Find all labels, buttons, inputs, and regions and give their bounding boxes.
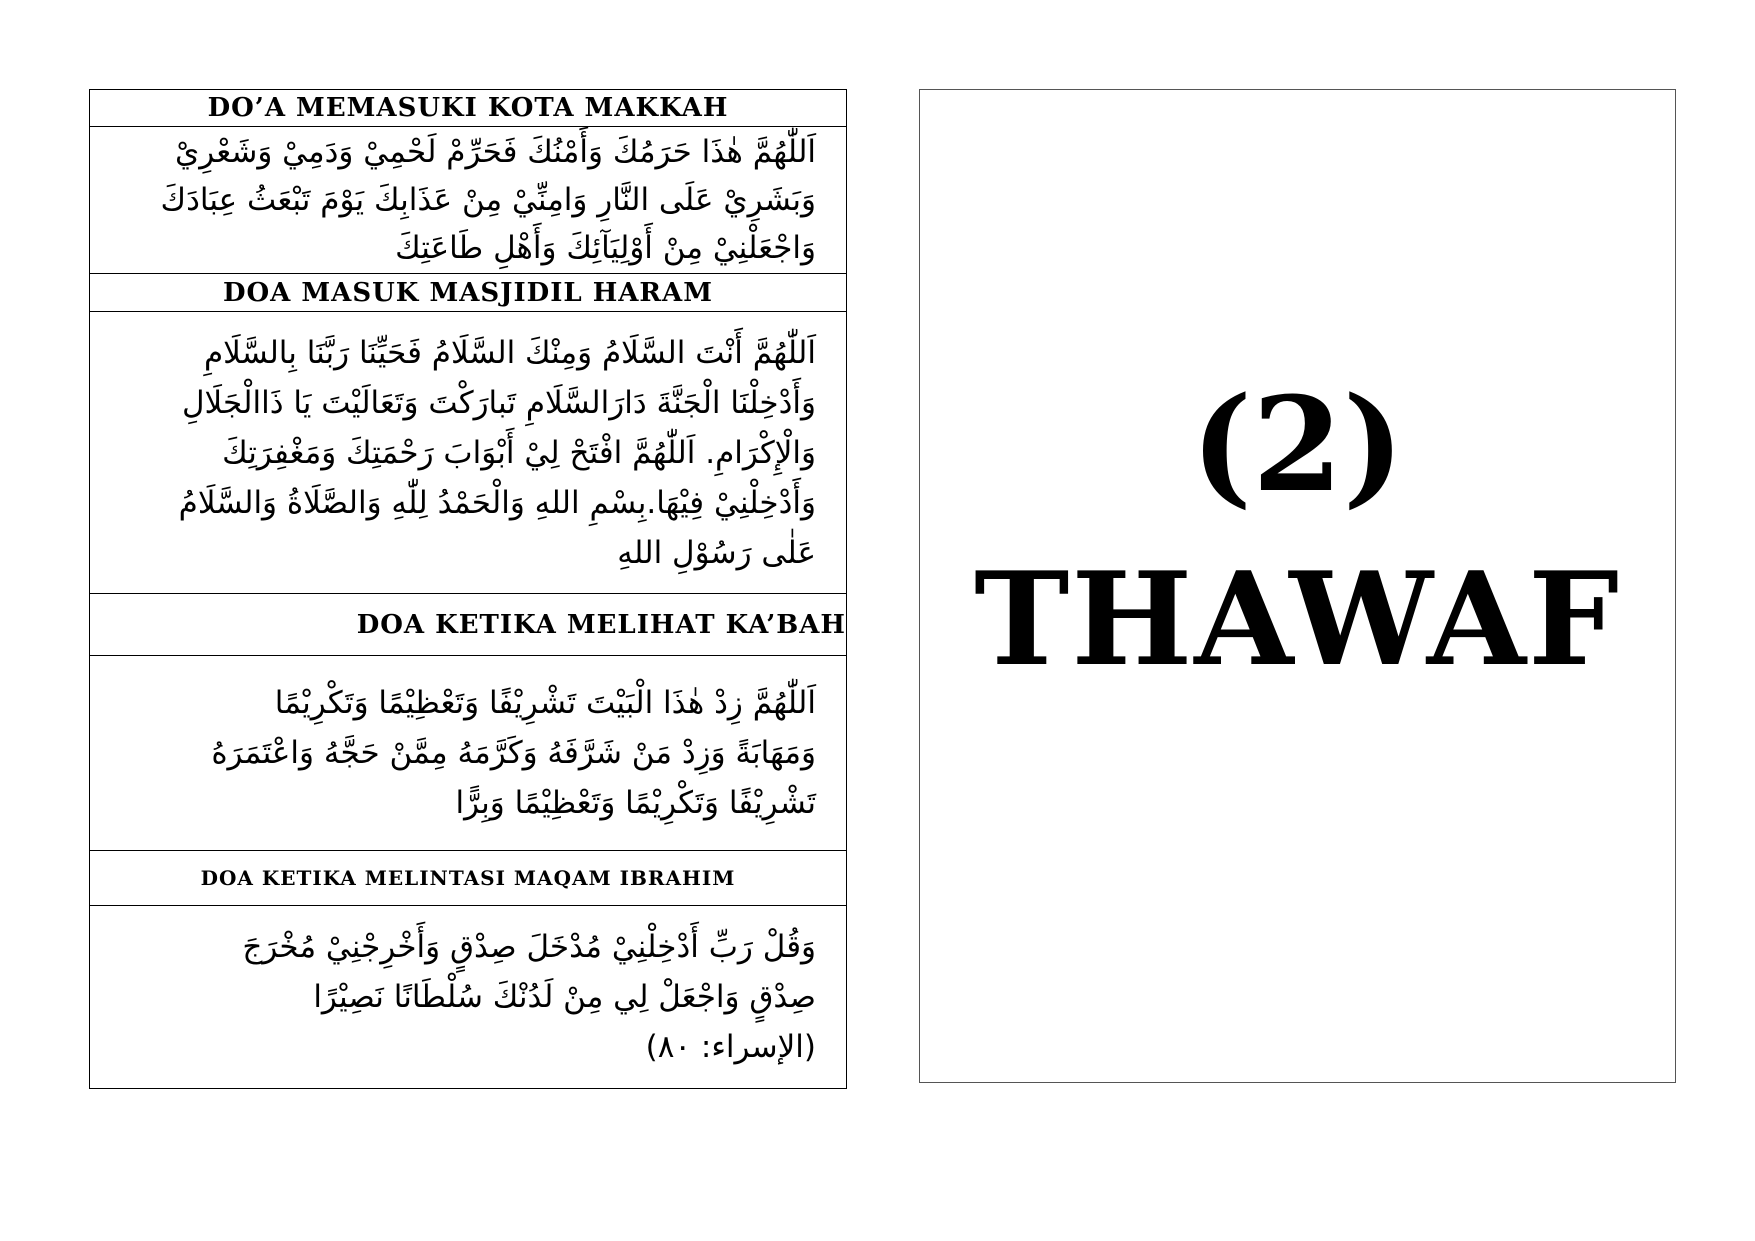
arabic-line: اَللّٰهُمَّ زِدْ هٰذَا الْبَيْتَ تَشْرِيْفًا وَتَعْظِيْمًا وَتَكْرِيْمًا bbox=[274, 685, 816, 721]
arabic-line: تَشْرِيْفًا وَتَكْرِيْمًا وَتَعْظِيْمًا وَبِرًّا bbox=[455, 785, 816, 821]
arabic-line: وَمَهَابَةً وَزِدْ مَنْ شَرَّفَهُ وَكَرَّمَهُ مِمَّنْ حَجَّهُ وَاعْتَمَرَهُ bbox=[211, 735, 816, 771]
arabic-line: وَبَشَرِيْ عَلَى النَّارِ وَامِنِّيْ مِنْ عَذَابِكَ يَوْمَ تَبْعَثُ عِبَادَكَ bbox=[160, 182, 816, 218]
arabic-line: عَلٰى رَسُوْلِ اللهِ bbox=[617, 534, 816, 571]
chapter-title: THAWAF bbox=[974, 545, 1621, 695]
arabic-line: وَأَدْخِلْنِيْ فِيْهَا.بِسْمِ اللهِ وَالْحَمْدُ لِلّٰهِ وَالصَّلَاةُ وَالسَّلَامُ bbox=[178, 484, 816, 521]
prayer-title-makkah: DO’A MEMASUKI KOTA MAKKAH bbox=[90, 90, 847, 127]
chapter-number: (2) bbox=[1190, 368, 1405, 521]
prayer-title-kabah: DOA KETIKA MELIHAT KA’BAH bbox=[90, 594, 847, 656]
arabic-line: وَأَدْخِلْنَا الْجَنَّةَ دَارَالسَّلَامِ تَبارَكْتَ وَتَعَالَيْتَ يَا ذَاالْجَلَالِ bbox=[182, 384, 816, 421]
arabic-line: وَقُلْ رَبِّ أَدْخِلْنِيْ مُدْخَلَ صِدْقٍ وَأَخْرِجْنِيْ مُخْرَجَ bbox=[242, 929, 816, 965]
arabic-line: اَللّٰهُمَّ هٰذَا حَرَمُكَ وَأَمْنُكَ فَحَرِّمْ لَحْمِيْ وَدَمِيْ وَشَعْرِيْ bbox=[175, 134, 816, 170]
prayer-text-kabah bbox=[90, 656, 847, 851]
arabic-line: اَللّٰهُمَّ أَنْتَ السَّلَامُ وَمِنْكَ السَّلَامُ فَحَيِّنَا رَبَّنَا بِالسَّلَامِ bbox=[203, 334, 816, 371]
arabic-line: وَالْإِكْرَامِ. اَللّٰهُمَّ افْتَحْ لِيْ أَبْوَابَ رَحْمَتِكَ وَمَغْفِرَتِكَ bbox=[222, 434, 816, 471]
chapter-title-panel bbox=[919, 89, 1676, 1083]
arabic-line: (الإسراء: ٨٠) bbox=[645, 1029, 816, 1065]
prayer-text-masjidil-haram bbox=[90, 312, 847, 594]
arabic-line: وَاجْعَلْنِيْ مِنْ أَوْلِيَآئِكَ وَأَهْلِ طَاعَتِكَ bbox=[395, 230, 816, 266]
prayer-text-maqam-ibrahim bbox=[90, 906, 847, 1089]
prayer-title-maqam-ibrahim: DOA KETIKA MELINTASI MAQAM IBRAHIM bbox=[90, 851, 847, 906]
prayer-text-makkah bbox=[90, 127, 847, 274]
prayer-table bbox=[89, 89, 847, 1089]
arabic-line: صِدْقٍ وَاجْعَلْ لِي مِنْ لَدُنْكَ سُلْطَانًا نَصِيْرًا bbox=[313, 979, 816, 1015]
prayer-title-masjidil-haram: DOA MASUK MASJIDIL HARAM bbox=[90, 274, 847, 312]
